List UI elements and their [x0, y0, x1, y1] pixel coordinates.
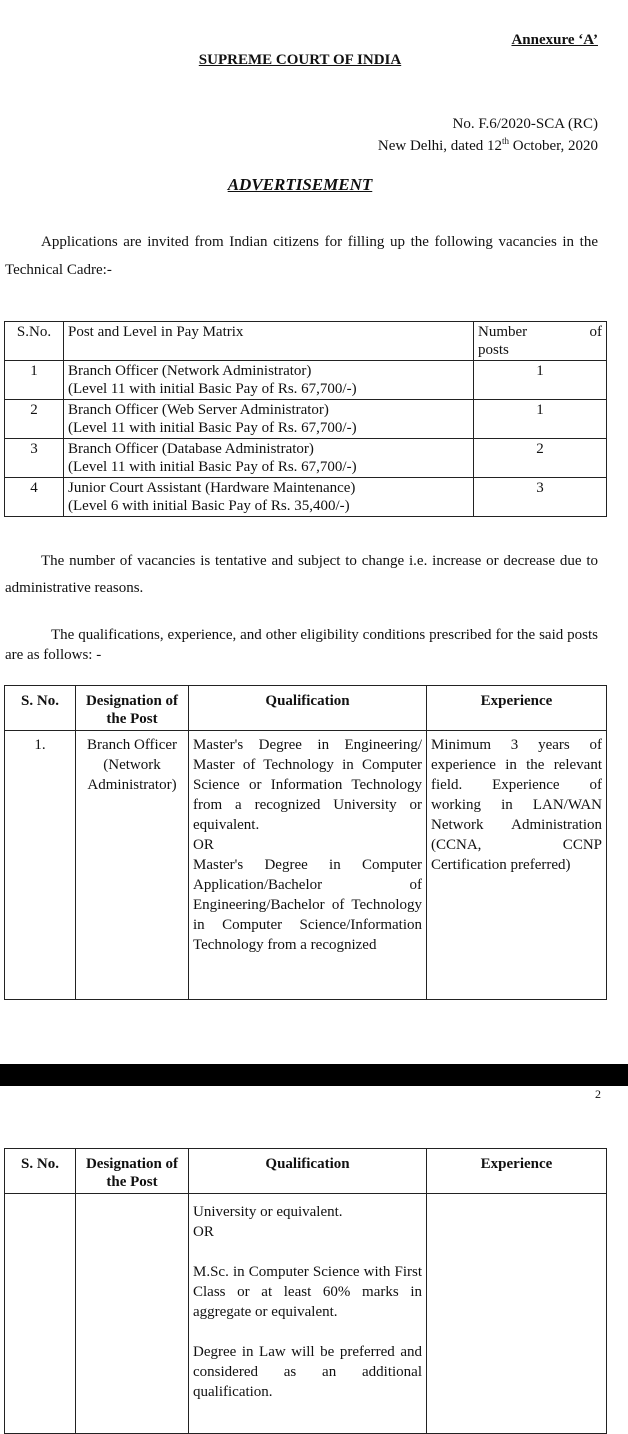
post-level: (Level 11 with initial Basic Pay of Rs. 67,700/-) [68, 381, 357, 397]
row-post [64, 478, 474, 517]
row-designation [76, 1194, 189, 1434]
header-number-a: Number [478, 324, 528, 340]
post-name: Junior Court Assistant (Hardware Maintenance) [68, 480, 356, 496]
row-sno: 1 [5, 361, 64, 400]
qualification-table [4, 685, 607, 1000]
qualification-table-header [5, 686, 607, 731]
page-separator [0, 1064, 628, 1086]
row-experience [427, 1194, 607, 1434]
row-count: 1 [474, 400, 607, 439]
row-sno: 3 [5, 439, 64, 478]
post-name: Branch Officer (Web Server Administrator) [68, 402, 329, 418]
header-experience [427, 1149, 607, 1194]
qualification-table-continued [4, 1148, 607, 1434]
qualification-option-c: Degree in Law will be preferred and considered as an additional qualification. [193, 1344, 422, 1400]
row-sno: 2 [5, 400, 64, 439]
row-post [64, 400, 474, 439]
table-row [5, 439, 607, 478]
page-number: 2 [595, 1087, 601, 1101]
intro-paragraph [5, 228, 598, 284]
date-suffix: October, 2020 [509, 138, 598, 154]
date-superscript: th [502, 136, 510, 146]
table-row [5, 1194, 607, 1434]
table-row [5, 731, 607, 1000]
row-sno: 4 [5, 478, 64, 517]
table-row [5, 478, 607, 517]
header-sno: S.No. [5, 322, 64, 361]
table-row [5, 361, 607, 400]
header-experience-text: Experience [480, 1156, 553, 1172]
post-level: (Level 11 with initial Basic Pay of Rs. 67,700/-) [68, 459, 357, 475]
qualification-or: OR [193, 1224, 214, 1240]
header-number-b: of [589, 324, 602, 340]
row-sno [5, 1194, 76, 1434]
intro-text: Applications are invited from Indian citizens for filling up the following vacancies in the Technical Cadre:- [5, 234, 598, 278]
post-name: Branch Officer (Database Administrator) [68, 441, 314, 457]
vacancy-table [4, 321, 607, 517]
spacer [193, 1242, 422, 1262]
header-sno: S. No. [5, 686, 76, 731]
qualification-option-a: University or equivalent. [193, 1204, 343, 1220]
header-post: Post and Level in Pay Matrix [64, 322, 474, 361]
row-count: 3 [474, 478, 607, 517]
tentative-paragraph [5, 548, 598, 602]
row-qualification [189, 1194, 427, 1434]
row-designation: Branch Officer (Network Administrator) [76, 731, 189, 1000]
header-number [474, 322, 607, 361]
advertisement-title: ADVERTISEMENT [227, 175, 373, 194]
date-prefix: New Delhi, dated 12 [377, 138, 503, 154]
row-qualification [189, 731, 427, 1000]
row-post [64, 361, 474, 400]
vacancy-table-header [5, 322, 607, 361]
court-title: SUPREME COURT OF INDIA [198, 52, 402, 68]
tentative-text: The number of vacancies is tentative and subject to change i.e. increase or decrease due to administrative reasons. [5, 553, 598, 596]
reference-number: No. F.6/2020-SCA (RC) [452, 116, 598, 132]
annexure-label: Annexure ‘A’ [511, 32, 598, 48]
qualifications-intro-text: The qualifications, experience, and other eligibility conditions prescribed for the said posts are as follows: - [5, 627, 598, 663]
qualification-or: OR [193, 837, 214, 853]
header-designation: Designation of the Post [76, 686, 189, 731]
row-post [64, 439, 474, 478]
header-sno: S. No. [5, 1149, 76, 1194]
qualifications-intro-paragraph [5, 625, 598, 665]
header-number-c: posts [478, 342, 509, 358]
header-qualification: Qualification [189, 1149, 427, 1194]
qualification-table-header [5, 1149, 607, 1194]
qualification-option-b: M.Sc. in Computer Science with First Class or at least 60% marks in aggregate or equivalent. [193, 1264, 422, 1320]
post-level: (Level 6 with initial Basic Pay of Rs. 35,400/-) [68, 498, 350, 514]
qualification-option-b: Master's Degree in Computer Application/Bachelor of Engineering/Bachelor of Technology in Computer Science/Information Technology from a recognized [193, 857, 422, 953]
row-count: 2 [474, 439, 607, 478]
qualification-option-a: Master's Degree in Engineering/ Master of Technology in Computer Science or Information Technology from a recognized University or equivalent. [193, 737, 422, 833]
header-experience: Experience [427, 686, 607, 731]
header-qualification: Qualification [189, 686, 427, 731]
table-row [5, 400, 607, 439]
post-level: (Level 11 with initial Basic Pay of Rs. 67,700/-) [68, 420, 357, 436]
spacer [193, 1322, 422, 1342]
post-name: Branch Officer (Network Administrator) [68, 363, 312, 379]
row-count: 1 [474, 361, 607, 400]
date-line [378, 136, 598, 155]
header-designation: Designation of the Post [76, 1149, 189, 1194]
row-experience: Minimum 3 years of experience in the relevant field. Experience of working in LAN/WAN Network Administration (CCNA, CCNP Certification preferred) [427, 731, 607, 1000]
row-sno: 1. [5, 731, 76, 1000]
